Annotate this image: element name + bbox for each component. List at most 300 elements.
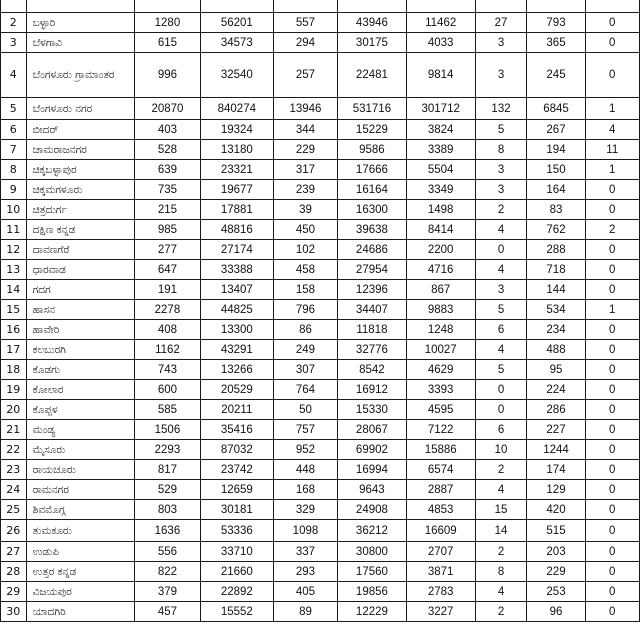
value-cell-4: 34407 bbox=[338, 300, 407, 320]
value-cell-1: 457 bbox=[135, 602, 201, 622]
value-cell-3: 764 bbox=[273, 380, 337, 400]
value-cell-1: 585 bbox=[135, 400, 201, 420]
value-cell-8: 0 bbox=[585, 500, 639, 520]
value-cell-7: 194 bbox=[527, 140, 585, 160]
district-name-cell: ತುಮಕೂರು bbox=[26, 520, 135, 542]
value-cell-6: 3 bbox=[475, 280, 527, 300]
district-name-cell: ಉಡುಪಿ bbox=[26, 542, 135, 562]
value-cell-4: 24686 bbox=[338, 240, 407, 260]
district-name-cell: ಬೀದರ್ bbox=[26, 120, 135, 140]
value-cell-7: 164 bbox=[527, 180, 585, 200]
value-cell-3: 796 bbox=[273, 300, 337, 320]
value-cell-4: 39638 bbox=[338, 220, 407, 240]
value-cell-1: 408 bbox=[135, 320, 201, 340]
value-cell-6: 2 bbox=[475, 460, 527, 480]
value-cell-5: 15886 bbox=[406, 440, 475, 460]
table-row bbox=[1, 520, 640, 542]
value-cell-1: 529 bbox=[135, 480, 201, 500]
value-cell-1: 403 bbox=[135, 120, 201, 140]
value-cell-1: 277 bbox=[135, 240, 201, 260]
serial-number-cell: 21 bbox=[1, 420, 27, 440]
district-name-cell: ಶಿವಮೊಗ್ಗ bbox=[26, 500, 135, 520]
serial-number-cell: 25 bbox=[1, 500, 27, 520]
serial-number-cell: 9 bbox=[1, 180, 27, 200]
value-cell-5: 6574 bbox=[406, 460, 475, 480]
value-cell-4: 19856 bbox=[338, 582, 407, 602]
serial-number-cell: 15 bbox=[1, 300, 27, 320]
value-cell-8: 0 bbox=[585, 420, 639, 440]
value-cell-2: 22892 bbox=[200, 582, 273, 602]
value-cell-8: 0 bbox=[585, 602, 639, 622]
table-row bbox=[1, 180, 640, 200]
serial-number-cell: 30 bbox=[1, 602, 27, 622]
serial-number-cell: 20 bbox=[1, 400, 27, 420]
district-name-cell: ಚಿತ್ರದುರ್ಗ bbox=[26, 200, 135, 220]
table-row bbox=[1, 160, 640, 180]
serial-number-cell: 12 bbox=[1, 240, 27, 260]
serial-number-cell: 4 bbox=[1, 53, 27, 98]
value-cell-2: 13180 bbox=[200, 140, 273, 160]
value-cell-5: 2887 bbox=[406, 480, 475, 500]
table-row bbox=[1, 260, 640, 280]
value-cell-7: 129 bbox=[527, 480, 585, 500]
district-name-cell: ಬೆಂಗಳೂರು ನಗರ bbox=[26, 98, 135, 120]
district-name-cell: ಚಾಮರಾಜನಗರ bbox=[26, 140, 135, 160]
value-cell-7: 286 bbox=[527, 400, 585, 420]
value-cell-2: 840274 bbox=[200, 98, 273, 120]
table-row bbox=[1, 582, 640, 602]
value-cell-3: 307 bbox=[273, 360, 337, 380]
value-cell-4: 531716 bbox=[338, 98, 407, 120]
serial-number-cell: 8 bbox=[1, 160, 27, 180]
value-cell-4 bbox=[338, 0, 407, 13]
value-cell-2: 34573 bbox=[200, 33, 273, 53]
value-cell-1: 379 bbox=[135, 582, 201, 602]
value-cell-7: 234 bbox=[527, 320, 585, 340]
value-cell-3: 344 bbox=[273, 120, 337, 140]
value-cell-5: 9814 bbox=[406, 53, 475, 98]
value-cell-8: 11 bbox=[585, 140, 639, 160]
value-cell-4: 24908 bbox=[338, 500, 407, 520]
value-cell-4: 9643 bbox=[338, 480, 407, 500]
value-cell-6: 5 bbox=[475, 120, 527, 140]
value-cell-5 bbox=[406, 0, 475, 13]
table-row bbox=[1, 542, 640, 562]
value-cell-6: 6 bbox=[475, 320, 527, 340]
value-cell-6: 6 bbox=[475, 420, 527, 440]
value-cell-2: 13266 bbox=[200, 360, 273, 380]
district-name-cell: ಬಳ್ಳಾರಿ bbox=[26, 13, 135, 33]
value-cell-6: 2 bbox=[475, 200, 527, 220]
value-cell-8: 0 bbox=[585, 480, 639, 500]
value-cell-8: 1 bbox=[585, 160, 639, 180]
serial-number-cell: 2 bbox=[1, 13, 27, 33]
value-cell-6: 15 bbox=[475, 500, 527, 520]
value-cell-1: 2293 bbox=[135, 440, 201, 460]
value-cell-3: 458 bbox=[273, 260, 337, 280]
value-cell-1: 822 bbox=[135, 562, 201, 582]
table-row bbox=[1, 280, 640, 300]
serial-number-cell: 27 bbox=[1, 542, 27, 562]
value-cell-3: 158 bbox=[273, 280, 337, 300]
value-cell-7: 227 bbox=[527, 420, 585, 440]
value-cell-5: 16609 bbox=[406, 520, 475, 542]
serial-number-cell: 10 bbox=[1, 200, 27, 220]
serial-number-cell: 18 bbox=[1, 360, 27, 380]
value-cell-2: 21660 bbox=[200, 562, 273, 582]
table-row bbox=[1, 602, 640, 622]
value-cell-1: 996 bbox=[135, 53, 201, 98]
serial-number-cell: 24 bbox=[1, 480, 27, 500]
value-cell-5: 8414 bbox=[406, 220, 475, 240]
table-row bbox=[1, 0, 640, 13]
table-row bbox=[1, 320, 640, 340]
value-cell-5: 2200 bbox=[406, 240, 475, 260]
value-cell-4: 16994 bbox=[338, 460, 407, 480]
value-cell-7: 288 bbox=[527, 240, 585, 260]
value-cell-3: 337 bbox=[273, 542, 337, 562]
value-cell-7: 174 bbox=[527, 460, 585, 480]
district-name-cell: ಹಾಸನ bbox=[26, 300, 135, 320]
value-cell-7 bbox=[527, 0, 585, 13]
value-cell-4: 32776 bbox=[338, 340, 407, 360]
value-cell-6: 4 bbox=[475, 220, 527, 240]
value-cell-2 bbox=[200, 0, 273, 13]
value-cell-8: 0 bbox=[585, 360, 639, 380]
value-cell-1: 1162 bbox=[135, 340, 201, 360]
value-cell-1: 639 bbox=[135, 160, 201, 180]
value-cell-8: 0 bbox=[585, 280, 639, 300]
value-cell-4: 16300 bbox=[338, 200, 407, 220]
serial-number-cell: 29 bbox=[1, 582, 27, 602]
district-name-cell: ಕೊಪ್ಪಳ bbox=[26, 400, 135, 420]
value-cell-5: 11462 bbox=[406, 13, 475, 33]
value-cell-1: 528 bbox=[135, 140, 201, 160]
table-body bbox=[1, 0, 640, 622]
table-row bbox=[1, 400, 640, 420]
value-cell-1: 743 bbox=[135, 360, 201, 380]
value-cell-1: 2278 bbox=[135, 300, 201, 320]
value-cell-4: 15229 bbox=[338, 120, 407, 140]
value-cell-5: 867 bbox=[406, 280, 475, 300]
value-cell-2: 32540 bbox=[200, 53, 273, 98]
value-cell-4: 28067 bbox=[338, 420, 407, 440]
value-cell-3: 39 bbox=[273, 200, 337, 220]
value-cell-3: 329 bbox=[273, 500, 337, 520]
value-cell-3: 405 bbox=[273, 582, 337, 602]
table-row bbox=[1, 360, 640, 380]
table-row bbox=[1, 420, 640, 440]
district-name-cell: ದಾವಣಗೆರೆ bbox=[26, 240, 135, 260]
value-cell-2: 13407 bbox=[200, 280, 273, 300]
value-cell-7: 203 bbox=[527, 542, 585, 562]
value-cell-8: 0 bbox=[585, 400, 639, 420]
table-row bbox=[1, 140, 640, 160]
value-cell-6: 5 bbox=[475, 300, 527, 320]
table-row bbox=[1, 460, 640, 480]
value-cell-6: 2 bbox=[475, 602, 527, 622]
value-cell-3: 450 bbox=[273, 220, 337, 240]
value-cell-7: 515 bbox=[527, 520, 585, 542]
value-cell-8: 0 bbox=[585, 380, 639, 400]
value-cell-4: 15330 bbox=[338, 400, 407, 420]
value-cell-2: 87032 bbox=[200, 440, 273, 460]
value-cell-8: 0 bbox=[585, 260, 639, 280]
value-cell-7: 420 bbox=[527, 500, 585, 520]
value-cell-2: 35416 bbox=[200, 420, 273, 440]
serial-number-cell: 23 bbox=[1, 460, 27, 480]
value-cell-4: 16912 bbox=[338, 380, 407, 400]
district-name-cell: ಬೆಂಗಳೂರು ಗ್ರಾಮಾಂತರ bbox=[26, 53, 135, 98]
value-cell-1: 191 bbox=[135, 280, 201, 300]
value-cell-8: 1 bbox=[585, 98, 639, 120]
table-row bbox=[1, 240, 640, 260]
value-cell-2: 33710 bbox=[200, 542, 273, 562]
value-cell-3: 168 bbox=[273, 480, 337, 500]
district-name-cell: ಬೆಳಗಾವಿ bbox=[26, 33, 135, 53]
value-cell-4: 11818 bbox=[338, 320, 407, 340]
value-cell-6: 4 bbox=[475, 582, 527, 602]
value-cell-6: 5 bbox=[475, 360, 527, 380]
value-cell-8: 2 bbox=[585, 220, 639, 240]
value-cell-3: 1098 bbox=[273, 520, 337, 542]
value-cell-6: 8 bbox=[475, 562, 527, 582]
value-cell-8: 0 bbox=[585, 340, 639, 360]
serial-number-cell: 14 bbox=[1, 280, 27, 300]
value-cell-3: 102 bbox=[273, 240, 337, 260]
value-cell-5: 4629 bbox=[406, 360, 475, 380]
serial-number-cell: 28 bbox=[1, 562, 27, 582]
value-cell-8: 0 bbox=[585, 542, 639, 562]
serial-number-cell: 5 bbox=[1, 98, 27, 120]
value-cell-8: 0 bbox=[585, 53, 639, 98]
value-cell-4: 27954 bbox=[338, 260, 407, 280]
value-cell-8: 0 bbox=[585, 180, 639, 200]
value-cell-3: 317 bbox=[273, 160, 337, 180]
table-row bbox=[1, 98, 640, 120]
value-cell-2: 48816 bbox=[200, 220, 273, 240]
value-cell-3: 249 bbox=[273, 340, 337, 360]
value-cell-2: 12659 bbox=[200, 480, 273, 500]
value-cell-5: 3389 bbox=[406, 140, 475, 160]
value-cell-7: 95 bbox=[527, 360, 585, 380]
value-cell-3: 229 bbox=[273, 140, 337, 160]
value-cell-4: 36212 bbox=[338, 520, 407, 542]
value-cell-7: 718 bbox=[527, 260, 585, 280]
value-cell-5: 301712 bbox=[406, 98, 475, 120]
value-cell-4: 12396 bbox=[338, 280, 407, 300]
value-cell-4: 43946 bbox=[338, 13, 407, 33]
value-cell-1: 1636 bbox=[135, 520, 201, 542]
value-cell-7: 762 bbox=[527, 220, 585, 240]
serial-number-cell: 22 bbox=[1, 440, 27, 460]
value-cell-7: 150 bbox=[527, 160, 585, 180]
value-cell-1: 1280 bbox=[135, 13, 201, 33]
value-cell-1: 647 bbox=[135, 260, 201, 280]
value-cell-2: 43291 bbox=[200, 340, 273, 360]
value-cell-7: 224 bbox=[527, 380, 585, 400]
value-cell-5: 2783 bbox=[406, 582, 475, 602]
district-name-cell: ಕಲಬುರಗಿ bbox=[26, 340, 135, 360]
value-cell-5: 3349 bbox=[406, 180, 475, 200]
value-cell-5: 4716 bbox=[406, 260, 475, 280]
value-cell-1: 20870 bbox=[135, 98, 201, 120]
value-cell-1: 600 bbox=[135, 380, 201, 400]
value-cell-8: 0 bbox=[585, 240, 639, 260]
value-cell-1: 803 bbox=[135, 500, 201, 520]
value-cell-7: 488 bbox=[527, 340, 585, 360]
value-cell-1: 817 bbox=[135, 460, 201, 480]
district-name-cell: ಹಾವೇರಿ bbox=[26, 320, 135, 340]
value-cell-5: 9883 bbox=[406, 300, 475, 320]
value-cell-8: 0 bbox=[585, 440, 639, 460]
value-cell-3 bbox=[273, 0, 337, 13]
value-cell-2: 13300 bbox=[200, 320, 273, 340]
value-cell-7: 83 bbox=[527, 200, 585, 220]
table-row bbox=[1, 220, 640, 240]
value-cell-2: 17881 bbox=[200, 200, 273, 220]
value-cell-1: 556 bbox=[135, 542, 201, 562]
value-cell-8: 0 bbox=[585, 562, 639, 582]
value-cell-5: 10027 bbox=[406, 340, 475, 360]
value-cell-2: 20211 bbox=[200, 400, 273, 420]
value-cell-7: 534 bbox=[527, 300, 585, 320]
value-cell-6: 14 bbox=[475, 520, 527, 542]
value-cell-1: 215 bbox=[135, 200, 201, 220]
value-cell-5: 4033 bbox=[406, 33, 475, 53]
district-name-cell: ವಿಜಯಪುರ bbox=[26, 582, 135, 602]
value-cell-2: 23321 bbox=[200, 160, 273, 180]
district-name-cell: ಚಿಕ್ಕಮಗಳೂರು bbox=[26, 180, 135, 200]
value-cell-1: 985 bbox=[135, 220, 201, 240]
value-cell-8: 0 bbox=[585, 33, 639, 53]
table-row bbox=[1, 200, 640, 220]
value-cell-6: 27 bbox=[475, 13, 527, 33]
serial-number-cell: 17 bbox=[1, 340, 27, 360]
value-cell-7: 1244 bbox=[527, 440, 585, 460]
district-name-cell: ಮಂಡ್ಯ bbox=[26, 420, 135, 440]
value-cell-7: 6845 bbox=[527, 98, 585, 120]
value-cell-3: 86 bbox=[273, 320, 337, 340]
value-cell-5: 2707 bbox=[406, 542, 475, 562]
value-cell-4: 17560 bbox=[338, 562, 407, 582]
value-cell-2: 30181 bbox=[200, 500, 273, 520]
value-cell-4: 30800 bbox=[338, 542, 407, 562]
value-cell-3: 294 bbox=[273, 33, 337, 53]
value-cell-7: 245 bbox=[527, 53, 585, 98]
district-name-cell: ಯಾದಗಿರಿ bbox=[26, 602, 135, 622]
value-cell-4: 30175 bbox=[338, 33, 407, 53]
value-cell-7: 229 bbox=[527, 562, 585, 582]
value-cell-2: 23742 bbox=[200, 460, 273, 480]
value-cell-2: 15552 bbox=[200, 602, 273, 622]
value-cell-3: 257 bbox=[273, 53, 337, 98]
value-cell-6: 4 bbox=[475, 340, 527, 360]
value-cell-6: 3 bbox=[475, 53, 527, 98]
value-cell-4: 16164 bbox=[338, 180, 407, 200]
value-cell-5: 1248 bbox=[406, 320, 475, 340]
value-cell-5: 3227 bbox=[406, 602, 475, 622]
district-name-cell: ಕೋಲಾರ bbox=[26, 380, 135, 400]
value-cell-7: 96 bbox=[527, 602, 585, 622]
value-cell-5: 3824 bbox=[406, 120, 475, 140]
value-cell-8: 0 bbox=[585, 460, 639, 480]
table-row bbox=[1, 380, 640, 400]
value-cell-3: 557 bbox=[273, 13, 337, 33]
value-cell-1 bbox=[135, 0, 201, 13]
table-row bbox=[1, 33, 640, 53]
table-row bbox=[1, 480, 640, 500]
value-cell-7: 365 bbox=[527, 33, 585, 53]
value-cell-2: 19677 bbox=[200, 180, 273, 200]
value-cell-6: 0 bbox=[475, 240, 527, 260]
value-cell-1: 735 bbox=[135, 180, 201, 200]
value-cell-7: 253 bbox=[527, 582, 585, 602]
value-cell-3: 757 bbox=[273, 420, 337, 440]
table-row bbox=[1, 300, 640, 320]
value-cell-6: 4 bbox=[475, 480, 527, 500]
district-name-cell: ಧಾರವಾಡ bbox=[26, 260, 135, 280]
serial-number-cell bbox=[1, 0, 27, 13]
value-cell-4: 12229 bbox=[338, 602, 407, 622]
value-cell-5: 3871 bbox=[406, 562, 475, 582]
table-row bbox=[1, 120, 640, 140]
district-name-cell: ರಾಯಚೂರು bbox=[26, 460, 135, 480]
district-name-cell: ಗದಗ bbox=[26, 280, 135, 300]
value-cell-8: 0 bbox=[585, 520, 639, 542]
district-name-cell: ಕೊಡಗು bbox=[26, 360, 135, 380]
value-cell-3: 952 bbox=[273, 440, 337, 460]
serial-number-cell: 3 bbox=[1, 33, 27, 53]
value-cell-3: 13946 bbox=[273, 98, 337, 120]
table-row bbox=[1, 340, 640, 360]
serial-number-cell: 7 bbox=[1, 140, 27, 160]
value-cell-5: 5504 bbox=[406, 160, 475, 180]
district-name-cell: ರಾಮನಗರ bbox=[26, 480, 135, 500]
value-cell-6: 10 bbox=[475, 440, 527, 460]
value-cell-6 bbox=[475, 0, 527, 13]
value-cell-5: 4853 bbox=[406, 500, 475, 520]
value-cell-6: 2 bbox=[475, 542, 527, 562]
value-cell-3: 293 bbox=[273, 562, 337, 582]
value-cell-8: 0 bbox=[585, 582, 639, 602]
value-cell-8: 0 bbox=[585, 200, 639, 220]
value-cell-8 bbox=[585, 0, 639, 13]
value-cell-2: 33388 bbox=[200, 260, 273, 280]
value-cell-8: 4 bbox=[585, 120, 639, 140]
value-cell-4: 8542 bbox=[338, 360, 407, 380]
district-name-cell: ಚಿಕ್ಕಬಳ್ಳಾಪುರ bbox=[26, 160, 135, 180]
value-cell-6: 132 bbox=[475, 98, 527, 120]
value-cell-1: 1506 bbox=[135, 420, 201, 440]
value-cell-8: 1 bbox=[585, 300, 639, 320]
district-name-cell bbox=[26, 0, 135, 13]
value-cell-3: 50 bbox=[273, 400, 337, 420]
value-cell-7: 793 bbox=[527, 13, 585, 33]
value-cell-5: 7122 bbox=[406, 420, 475, 440]
value-cell-2: 53336 bbox=[200, 520, 273, 542]
value-cell-5: 3393 bbox=[406, 380, 475, 400]
value-cell-6: 3 bbox=[475, 180, 527, 200]
value-cell-8: 0 bbox=[585, 13, 639, 33]
value-cell-2: 20529 bbox=[200, 380, 273, 400]
serial-number-cell: 16 bbox=[1, 320, 27, 340]
district-name-cell: ದಕ್ಷಿಣ ಕನ್ನಡ bbox=[26, 220, 135, 240]
table-row bbox=[1, 562, 640, 582]
value-cell-4: 17666 bbox=[338, 160, 407, 180]
value-cell-8: 0 bbox=[585, 320, 639, 340]
district-name-cell: ಮೈಸೂರು bbox=[26, 440, 135, 460]
